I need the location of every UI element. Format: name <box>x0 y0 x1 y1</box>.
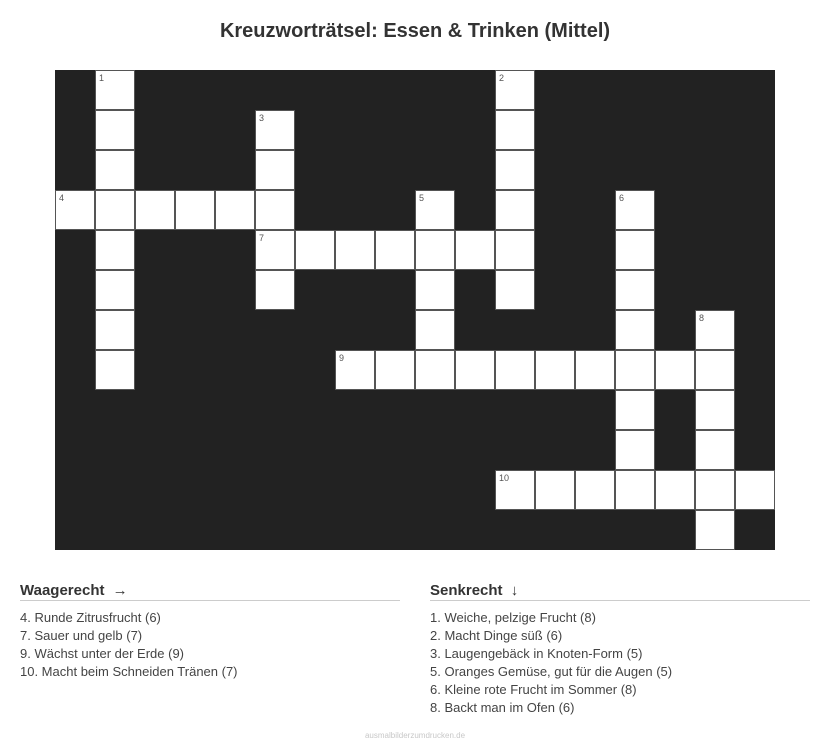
grid-cell[interactable] <box>95 310 135 350</box>
clue-across-4: 4. Runde Zitrusfrucht (6) <box>20 610 161 625</box>
down-heading <box>430 582 810 601</box>
grid-cell[interactable] <box>455 350 495 390</box>
grid-cell[interactable] <box>615 430 655 470</box>
clue-down-1: 1. Weiche, pelzige Frucht (8) <box>430 610 596 625</box>
grid-cell[interactable] <box>615 270 655 310</box>
clue-across-9: 9. Wächst unter der Erde (9) <box>20 646 185 661</box>
grid-cell[interactable] <box>95 230 135 270</box>
grid-cell[interactable] <box>695 510 735 550</box>
cell-number: 3 <box>259 113 265 123</box>
grid-cell[interactable] <box>415 230 455 270</box>
grid-cell[interactable] <box>95 70 135 110</box>
grid-cell[interactable] <box>535 350 575 390</box>
grid-cell[interactable] <box>655 470 695 510</box>
cell-number: 6 <box>619 193 625 203</box>
cell-number: 2 <box>499 73 505 83</box>
grid-cell[interactable] <box>695 350 735 390</box>
cell-number: 9 <box>339 353 345 363</box>
grid-cell[interactable] <box>695 310 735 350</box>
clue-down-2: 2. Macht Dinge süß (6) <box>430 628 563 643</box>
grid-cell[interactable] <box>55 190 95 230</box>
across-heading <box>20 582 400 601</box>
grid-cell[interactable] <box>95 150 135 190</box>
cell-number: 8 <box>699 313 705 323</box>
grid-cell[interactable] <box>575 350 615 390</box>
grid-cell[interactable] <box>615 470 655 510</box>
grid-cell[interactable] <box>335 230 375 270</box>
grid-cell[interactable] <box>175 190 215 230</box>
grid-cell[interactable] <box>495 70 535 110</box>
grid-cell[interactable] <box>135 190 175 230</box>
arrow-right-icon: → <box>112 582 128 599</box>
grid-cell[interactable] <box>415 190 455 230</box>
across-clues <box>20 582 400 681</box>
grid-cell[interactable] <box>95 270 135 310</box>
grid-cell[interactable] <box>415 270 455 310</box>
grid-cell[interactable] <box>695 430 735 470</box>
footer-credit: ausmalbilderzumdrucken.de <box>364 731 466 740</box>
arrow-down-icon: ↓ <box>510 582 519 599</box>
cell-number: 7 <box>259 233 265 243</box>
grid-cell[interactable] <box>95 350 135 390</box>
across-heading-label: Waagerecht <box>20 582 105 599</box>
grid-cell[interactable] <box>615 190 655 230</box>
grid-cell[interactable] <box>495 470 535 510</box>
cell-number: 1 <box>99 73 105 83</box>
down-heading-label: Senkrecht <box>430 582 503 599</box>
grid-cell[interactable] <box>615 350 655 390</box>
grid-cell[interactable] <box>255 230 295 270</box>
grid-cell[interactable] <box>95 190 135 230</box>
grid-cell[interactable] <box>255 270 295 310</box>
grid-cell[interactable] <box>495 350 535 390</box>
grid-cell[interactable] <box>615 230 655 270</box>
grid-cell[interactable] <box>735 470 775 510</box>
down-clues <box>430 582 810 717</box>
grid-cell[interactable] <box>495 230 535 270</box>
grid-cell[interactable] <box>495 270 535 310</box>
grid-cell[interactable] <box>215 190 255 230</box>
clue-down-8: 8. Backt man im Ofen (6) <box>430 700 575 715</box>
grid-cell[interactable] <box>575 470 615 510</box>
grid-cell[interactable] <box>455 230 495 270</box>
page-title: Kreuzworträtsel: Essen & Trinken (Mittel) <box>219 20 611 42</box>
grid-cell[interactable] <box>495 110 535 150</box>
grid-cell[interactable] <box>615 310 655 350</box>
clue-down-5: 5. Oranges Gemüse, gut für die Augen (5) <box>430 664 673 679</box>
crossword-grid <box>55 70 775 550</box>
cell-number: 5 <box>419 193 425 203</box>
grid-cell[interactable] <box>495 150 535 190</box>
grid-cell[interactable] <box>295 230 335 270</box>
grid-cell[interactable] <box>415 310 455 350</box>
cell-number: 10 <box>499 473 510 483</box>
grid-cell[interactable] <box>655 350 695 390</box>
grid-cell[interactable] <box>375 230 415 270</box>
clue-down-6: 6. Kleine rote Frucht im Sommer (8) <box>430 682 637 697</box>
grid-cell[interactable] <box>255 150 295 190</box>
grid-cell[interactable] <box>335 350 375 390</box>
grid-cell[interactable] <box>95 110 135 150</box>
cell-number: 4 <box>59 193 65 203</box>
clue-across-7: 7. Sauer und gelb (7) <box>20 628 143 643</box>
clue-across-10: 10. Macht beim Schneiden Tränen (7) <box>20 664 238 679</box>
grid-cell[interactable] <box>695 390 735 430</box>
grid-cell[interactable] <box>535 470 575 510</box>
grid-cell[interactable] <box>415 350 455 390</box>
grid-cell[interactable] <box>495 190 535 230</box>
grid-cell[interactable] <box>615 390 655 430</box>
grid-cell[interactable] <box>695 470 735 510</box>
grid-cell[interactable] <box>255 190 295 230</box>
grid-cell[interactable] <box>375 350 415 390</box>
grid-cell[interactable] <box>255 110 295 150</box>
clue-down-3: 3. Laugengebäck in Knoten-Form (5) <box>430 646 643 661</box>
